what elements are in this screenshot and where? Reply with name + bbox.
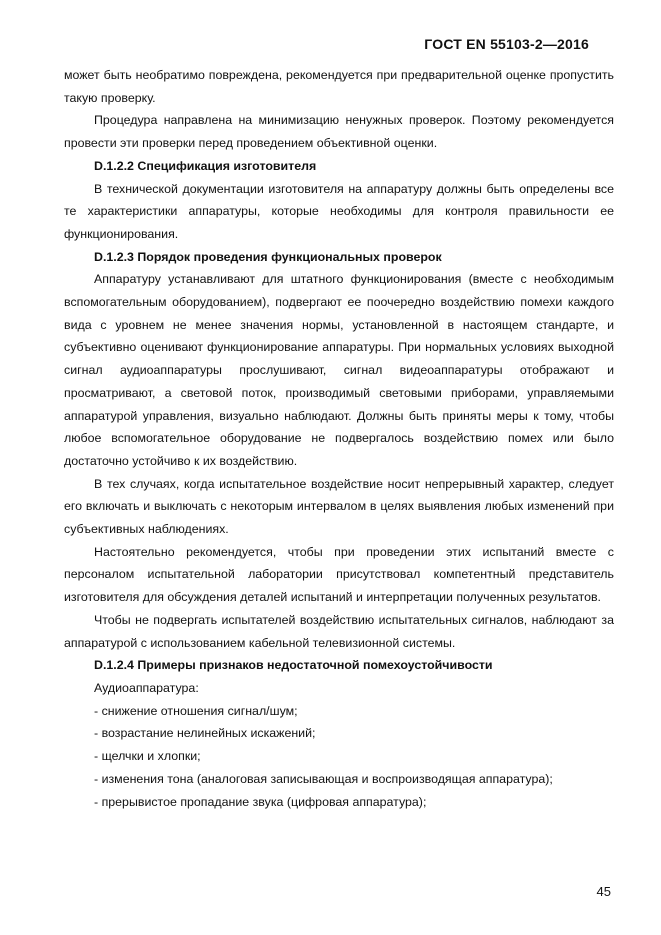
section-heading-d1-2-3: D.1.2.3 Порядок проведения функциональных проверок [94, 249, 442, 264]
list-item: - прерывистое пропадание звука (цифровая аппаратура); [94, 794, 427, 809]
paragraph-cctv-observation: Чтобы не подвергать испытателей воздействию испытательных сигналов, наблюдают за аппаратурой с использованием кабельной телевизионной системы. [64, 612, 614, 650]
section-heading-d1-2-4: D.1.2.4 Примеры признаков недостаточной помехоустойчивости [94, 658, 493, 673]
list-item: - щелчки и хлопки; [94, 749, 201, 764]
document-body [64, 64, 614, 813]
list-item: - возрастание нелинейных искажений; [94, 726, 316, 741]
list-item: - изменения тона (аналоговая записывающая и воспроизводящая аппаратура); [94, 771, 553, 786]
paragraph-continuous-disturbance: В тех случаях, когда испытательное воздействие носит непрерывный характер, следует его включать и выключать с некоторым интервалом в целях выявления любых изменений при субъективных наблюдениях. [64, 476, 614, 537]
document-header-id: ГОСТ EN 55103-2—2016 [424, 36, 589, 52]
section-heading-d1-2-2: D.1.2.2 Спецификация изготовителя [94, 158, 317, 173]
paragraph-continuation: может быть необратимо повреждена, рекомендуется при предварительной оценке пропустить такую проверку. [64, 68, 614, 105]
paragraph-procedure: Процедура направлена на минимизацию ненужных проверок. Поэтому рекомендуется провести эти проверки перед проведением объективной оценки. [64, 113, 614, 151]
page-number: 45 [596, 884, 611, 899]
audio-equipment-label: Аудиоаппаратура: [94, 680, 199, 695]
list-item: - снижение отношения сигнал/шум; [94, 703, 298, 718]
paragraph-manufacturer-spec: В технической документации изготовителя на аппаратуру должны быть определены все те характеристики аппаратуры, которые необходимы для контроля правильности ее функционирования. [64, 181, 614, 241]
paragraph-test-setup: Аппаратуру устанавливают для штатного функционирования (вместе с необходимым вспомогательным оборудованием), подвергают ее поочередно воздействию помехи каждого вида с уровнем не менее значения нормы, установленной в настоящем стандарте, и субъективно оценивают функционирование аппаратуры. При нормальных условиях выходной сигнал аудиоаппаратуры прослушивают, сигнал видеоаппаратуры отображают и просматривают, а световой поток, производимый световыми приборами, управляемыми аппаратурой управления, визуально наблюдают. Должны быть приняты меры к тому, чтобы любое вспомогательное оборудование не подвергалось воздействию помех или было достаточно устойчиво к их воздействию. [64, 272, 614, 468]
paragraph-manufacturer-representative: Настоятельно рекомендуется, чтобы при проведении этих испытаний вместе с персоналом испытательной лаборатории присутствовал компетентный представитель изготовителя для обсуждения деталей испытаний и интерпретации полученных результатов. [64, 544, 614, 605]
